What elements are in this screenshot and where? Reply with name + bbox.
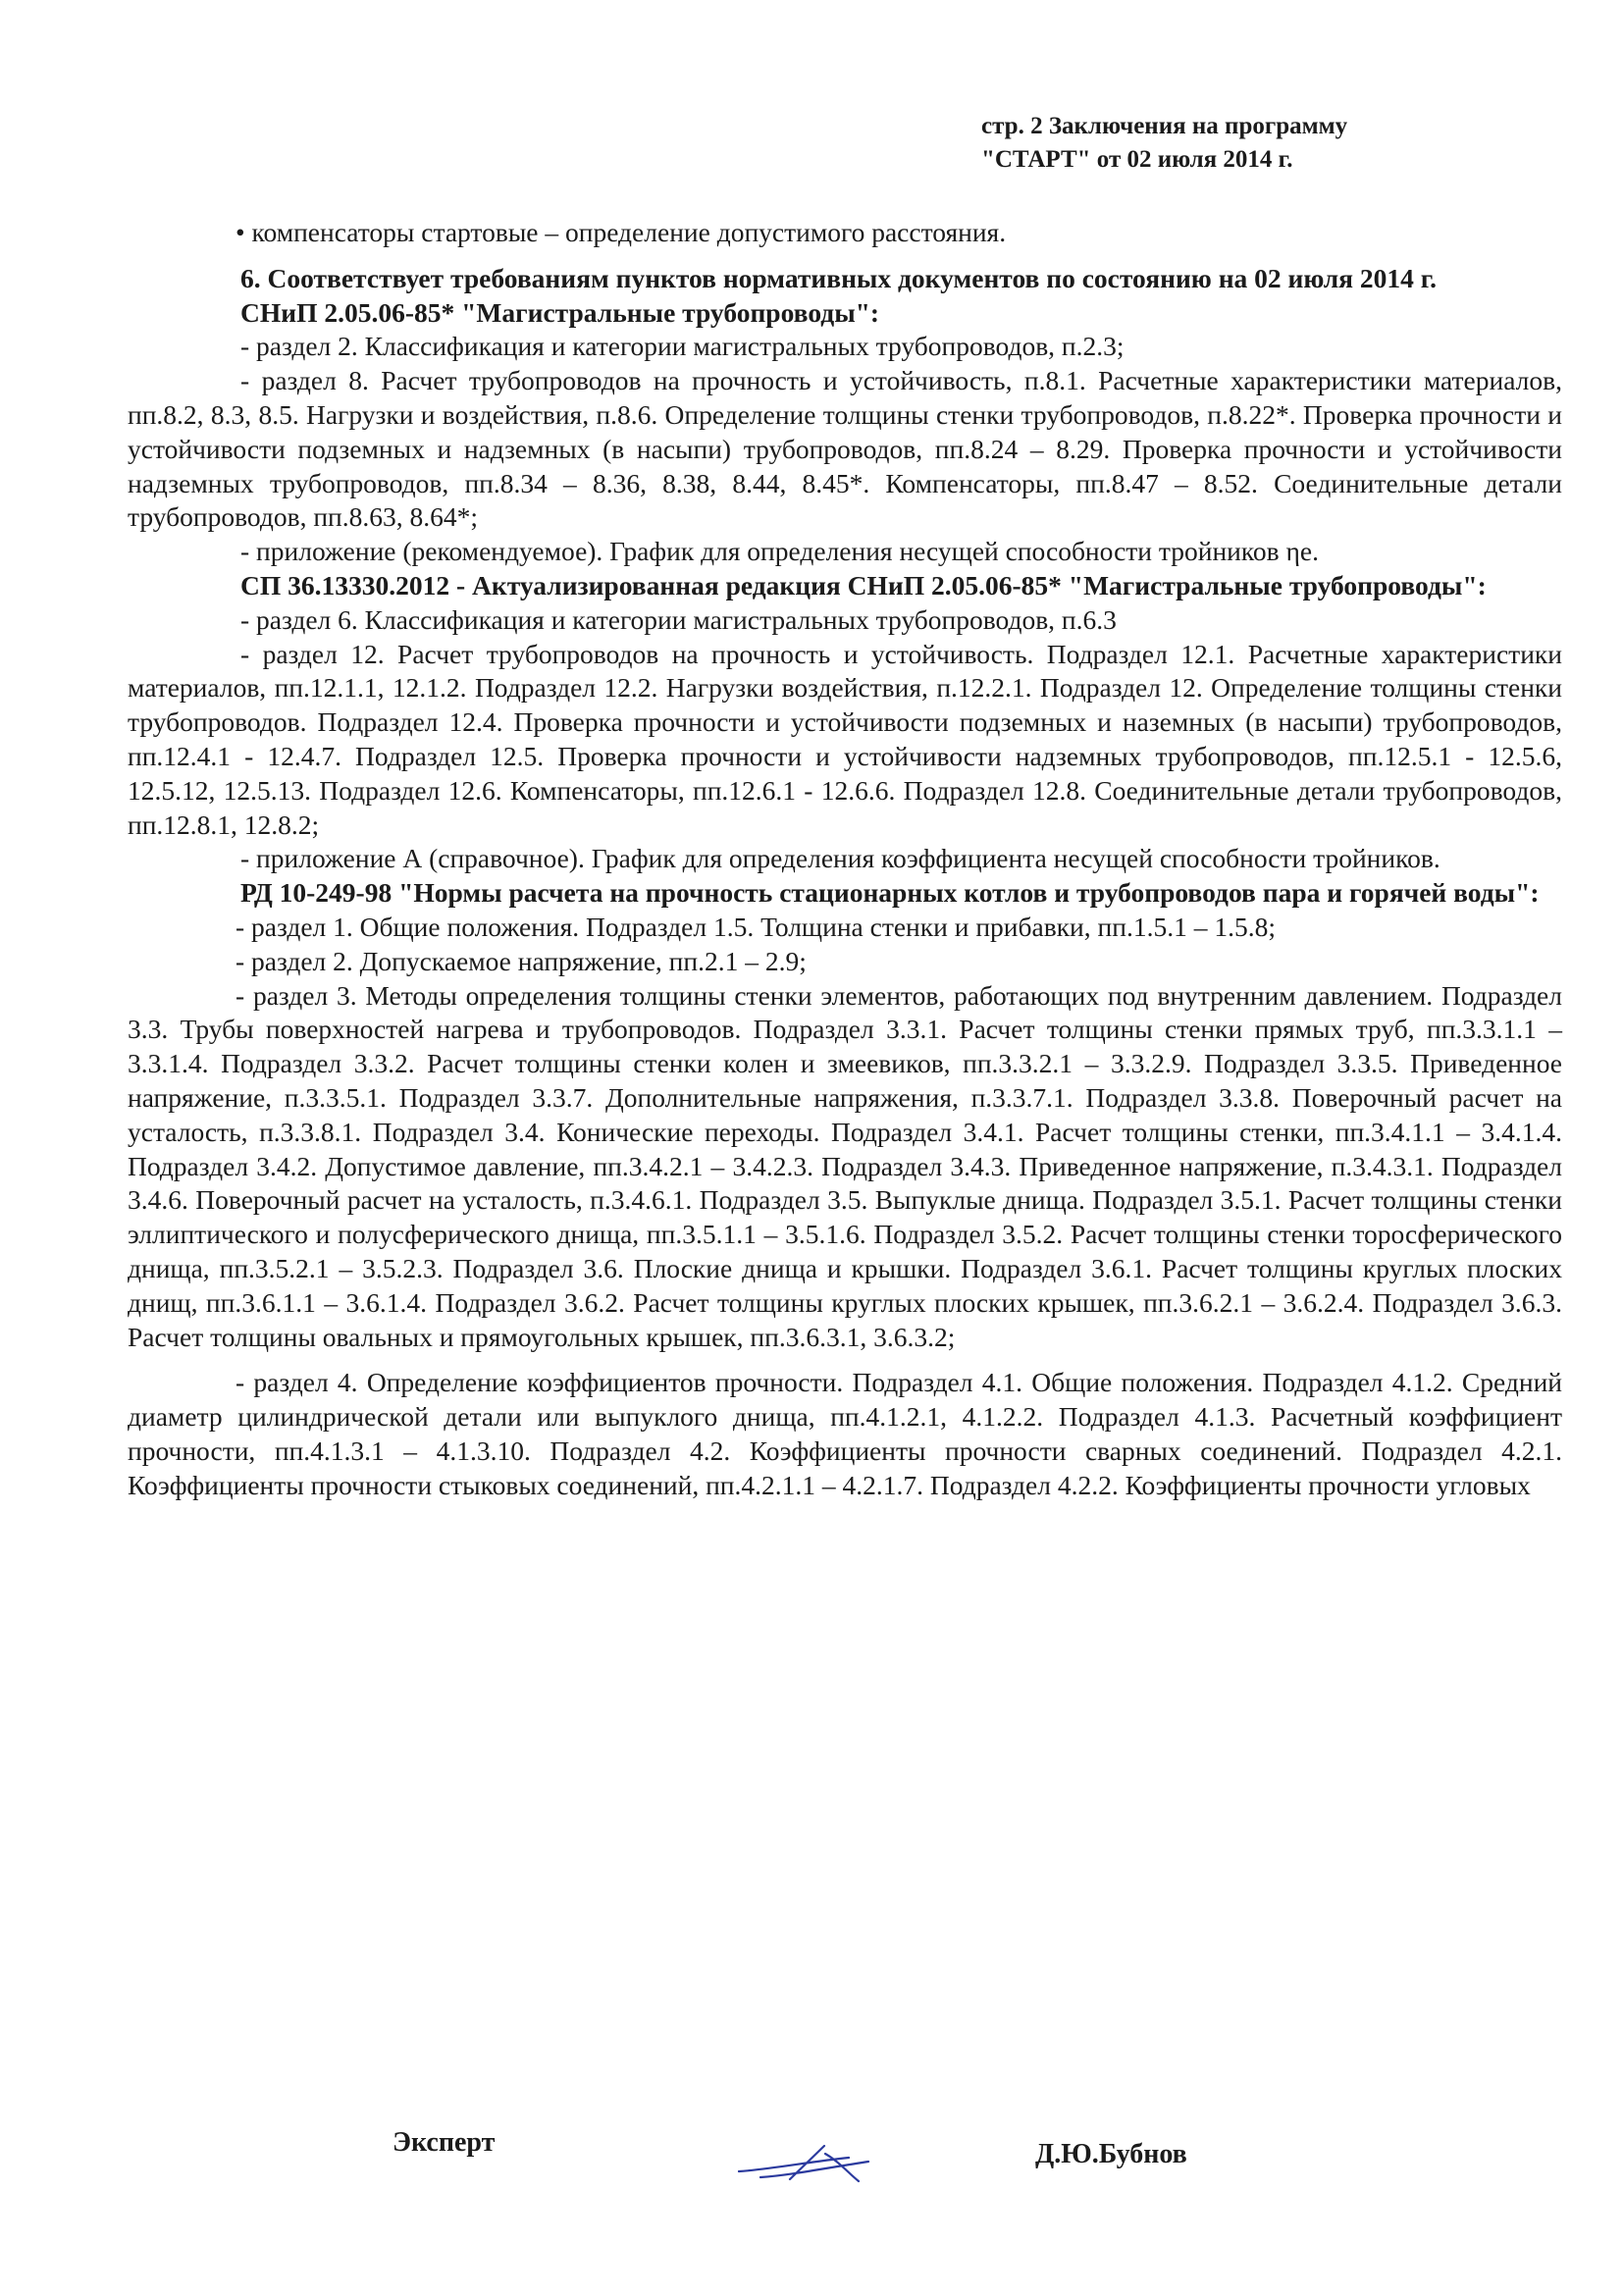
snip-item: - приложение (рекомендуемое). График для определения несущей способности тройников ηе.	[240, 536, 1319, 567]
rd-item: - раздел 1. Общие положения. Подраздел 1.5. Толщина стенки и прибавки, пп.1.5.1 – 1.5.8;	[236, 911, 1276, 942]
rd-item: - раздел 3. Методы определения толщины стенки элементов, работающих под внутренним давлением. Подраздел 3.3. Трубы поверхностей нагрева и трубопроводов. Подраздел 3.3.1. Расчет толщины стенки прямых труб, пп.3.3.1.1 – 3.3.1.4. Подраздел 3.3.2. Расчет толщины стенки колен и змеевиков, пп.3.3.2.1 – 3.3.2.9. Подраздел 3.3.5. Приведенное напряжение, п.3.3.5.1. Подраздел 3.3.7. Дополнительные напряжения, п.3.3.7.1. Подраздел 3.3.8. Поверочный расчет на усталость, п.3.3.8.1. Подраздел 3.4. Конические переходы. Подраздел 3.4.1. Расчет толщины стенки, пп.3.4.1.1 – 3.4.1.4. Подраздел 3.4.2. Допустимое давление, пп.3.4.2.1 – 3.4.2.3. Подраздел 3.4.3. Приведенное напряжение, п.3.4.3.1. Подраздел 3.4.6. Поверочный расчет на усталость, п.3.4.6.1. Подраздел 3.5. Выпуклые днища. Подраздел 3.5.1. Расчет толщины стенки эллиптического и полусферического днища, пп.3.5.1.1 – 3.5.1.6. Подраздел 3.5.2. Расчет толщины стенки торосферического днища, пп.3.5.2.1 – 3.5.2.3. Подраздел 3.6. Плоские днища и крышки. Подраздел 3.6.1. Расчет толщины круглых плоских днищ, пп.3.6.1.1 – 3.6.1.4. Подраздел 3.6.2. Расчет толщины круглых плоских крышек, пп.3.6.2.1 – 3.6.2.4. Подраздел 3.6.3. Расчет толщины овальных и прямоугольных крышек, пп.3.6.3.1, 3.6.3.2;	[128, 979, 1562, 1352]
rd-title: РД 10-249-98 "Нормы расчета на прочность стационарных котлов и трубопроводов пара и горячей воды":	[240, 877, 1540, 909]
sp-title: СП 36.13330.2012 - Актуализированная редакция СНиП 2.05.06-85* "Магистральные трубопроводы":	[240, 569, 1487, 600]
bullet-compensators: • компенсаторы стартовые – определение допустимого расстояния.	[236, 217, 1007, 247]
expert-label: Эксперт	[393, 2127, 496, 2158]
snip-title: СНиП 2.05.06-85* "Магистральные трубопроводы":	[240, 296, 880, 328]
snip-item: - раздел 2. Классификация и категории магистральных трубопроводов, п.2.3;	[240, 331, 1125, 362]
document-body	[128, 216, 1562, 1502]
expert-name: Д.Ю.Бубнов	[1035, 2139, 1187, 2169]
header-line-1: стр. 2 Заключения на программу	[981, 113, 1348, 139]
signature-block	[0, 2127, 1623, 2225]
section-6-title: 6. Соответствует требованиям пунктов нормативных документов по состоянию на 02 июля 2014 г.	[240, 262, 1438, 293]
rd-item: - раздел 2. Допускаемое напряжение, пп.2.1 – 2.9;	[236, 945, 807, 976]
page-header	[981, 110, 1347, 177]
header-line-2: "СТАРТ" от 02 июля 2014 г.	[981, 146, 1293, 173]
snip-item: - раздел 8. Расчет трубопроводов на прочность и устойчивость, п.8.1. Расчетные характеристики материалов, пп.8.2, 8.3, 8.5. Нагрузки и воздействия, п.8.6. Определение толщины стенки трубопроводов, п.8.22*. Проверка прочности и устойчивости подземных и надземных (в насыпи) трубопроводов, пп.8.24 – 8.29. Проверка прочности и устойчивости надземных трубопроводов, пп.8.34 – 8.36, 8.38, 8.44, 8.45*. Компенсаторы, пп.8.47 – 8.52. Соединительные детали трубопроводов, пп.8.63, 8.64*;	[128, 365, 1562, 533]
signature-icon	[731, 2132, 878, 2191]
sp-item: - приложение А (справочное). График для определения коэффициента несущей способности тройников.	[240, 843, 1440, 874]
sp-item: - раздел 6. Классификация и категории магистральных трубопроводов, п.6.3	[240, 603, 1117, 635]
sp-item: - раздел 12. Расчет трубопроводов на прочность и устойчивость. Подраздел 12.1. Расчетные характеристики материалов, пп.12.1.1, 12.1.2. Подраздел 12.2. Нагрузки воздействия, п.12.2.1. Подраздел 12. Определение толщины стенки трубопроводов. Подраздел 12.4. Проверка прочности и устойчивости подземных и наземных (в насыпи) трубопроводов, пп.12.4.1 - 12.4.7. Подраздел 12.5. Проверка прочности и устойчивости надземных трубопроводов, пп.12.5.1 - 12.5.6, 12.5.12, 12.5.13. Подраздел 12.6. Компенсаторы, пп.12.6.1 - 12.6.6. Подраздел 12.8. Соединительные детали трубопроводов, пп.12.8.1, 12.8.2;	[128, 638, 1562, 840]
rd-item: - раздел 4. Определение коэффициентов прочности. Подраздел 4.1. Общие положения. Подраздел 4.1.2. Средний диаметр цилиндрической детали или выпуклого днища, пп.4.1.2.1, 4.1.2.2. Подраздел 4.1.3. Расчетный коэффициент прочности, пп.4.1.3.1 – 4.1.3.10. Подраздел 4.2. Коэффициенты прочности сварных соединений. Подраздел 4.2.1. Коэффициенты прочности стыковых соединений, пп.4.2.1.1 – 4.2.1.7. Подраздел 4.2.2. Коэффициенты прочности угловых	[128, 1367, 1562, 1500]
